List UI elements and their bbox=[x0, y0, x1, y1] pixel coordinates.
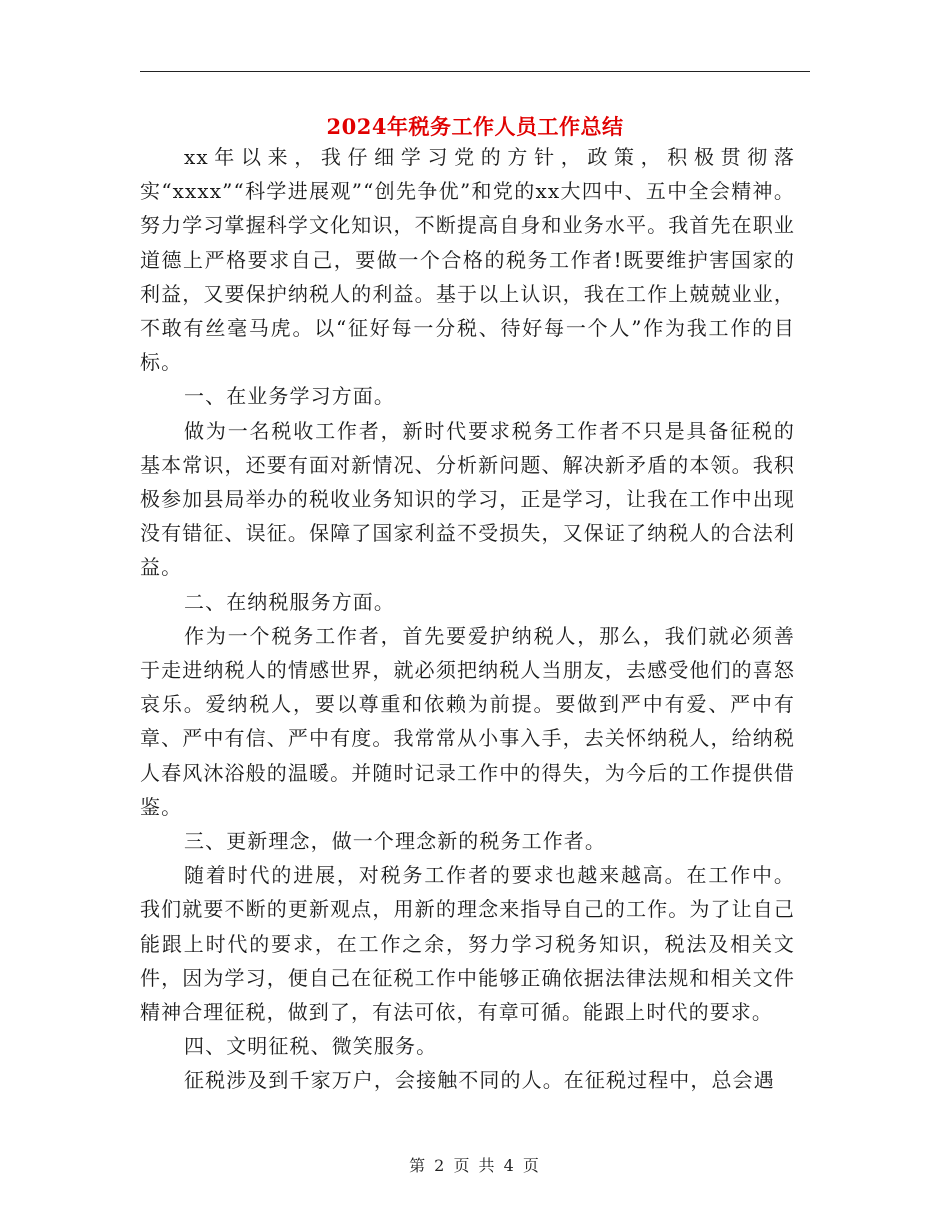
paragraph-2: 作为一个税务工作者，首先要爱护纳税人，那么，我们就必须善于走进纳税人的情感世界，就必须把纳税人当朋友，去感受他们的喜怒哀乐。爱纳税人，要以尊重和依赖为前提。要做到严中有爱、严中有章、严中有信、严中有度。我常常从小事入手，去关怀纳税人，给纳税人春风沐浴般的温暖。并随时记录工作中的得失，为今后的工作提供借鉴。 bbox=[140, 623, 795, 819]
section-heading-1: 一、在业务学习方面。 bbox=[184, 384, 395, 409]
section-heading-3: 三、更新理念，做一个理念新的税务工作者。 bbox=[184, 829, 606, 854]
document-body bbox=[140, 140, 795, 1098]
section-heading-4: 四、文明征税、微笑服务。 bbox=[184, 1034, 438, 1059]
paragraph-3: 随着时代的进展，对税务工作者的要求也越来越高。在工作中。我们就要不断的更新观点，用新的理念来指导自己的工作。为了让自己能跟上时代的要求，在工作之余，努力学习税务知识，税法及相关文件，因为学习，便自己在征税工作中能够正确依据法律法规和相关文件精神合理征税，做到了，有法可依，有章可循。能跟上时代的要求。 bbox=[140, 863, 795, 1025]
section-heading-2: 二、在纳税服务方面。 bbox=[184, 589, 395, 614]
paragraph-4: 征税涉及到千家万户，会接触不同的人。在征税过程中，总会遇 bbox=[184, 1068, 775, 1093]
page-number: 第 2 页 共 4 页 bbox=[409, 1156, 541, 1175]
paragraph-1: 做为一名税收工作者，新时代要求税务工作者不只是具备征税的基本常识，还要有面对新情况、分析新问题、解决新矛盾的本领。我积极参加县局举办的税收业务知识的学习，正是学习，让我在工作中出现没有错征、误征。保障了国家利益不受损失，又保证了纳税人的合法利益。 bbox=[140, 418, 795, 580]
document-title: 2024年税务工作人员工作总结 bbox=[326, 114, 624, 139]
paragraph-intro: xx年以来，我仔细学习党的方针，政策，积极贯彻落实“xxxx”“科学进展观”“创先争优”和党的xx大四中、五中全会精神。努力学习掌握科学文化知识，不断提高自身和业务水平。我首先在职业道德上严格要求自己，要做一个合格的税务工作者!既要维护害国家的利益，又要保护纳税人的利益。基于以上认识，我在工作上兢兢业业，不敢有丝毫马虎。以“征好每一分税、待好每一个人”作为我工作的目标。 bbox=[140, 145, 795, 375]
header-rule bbox=[140, 71, 810, 72]
